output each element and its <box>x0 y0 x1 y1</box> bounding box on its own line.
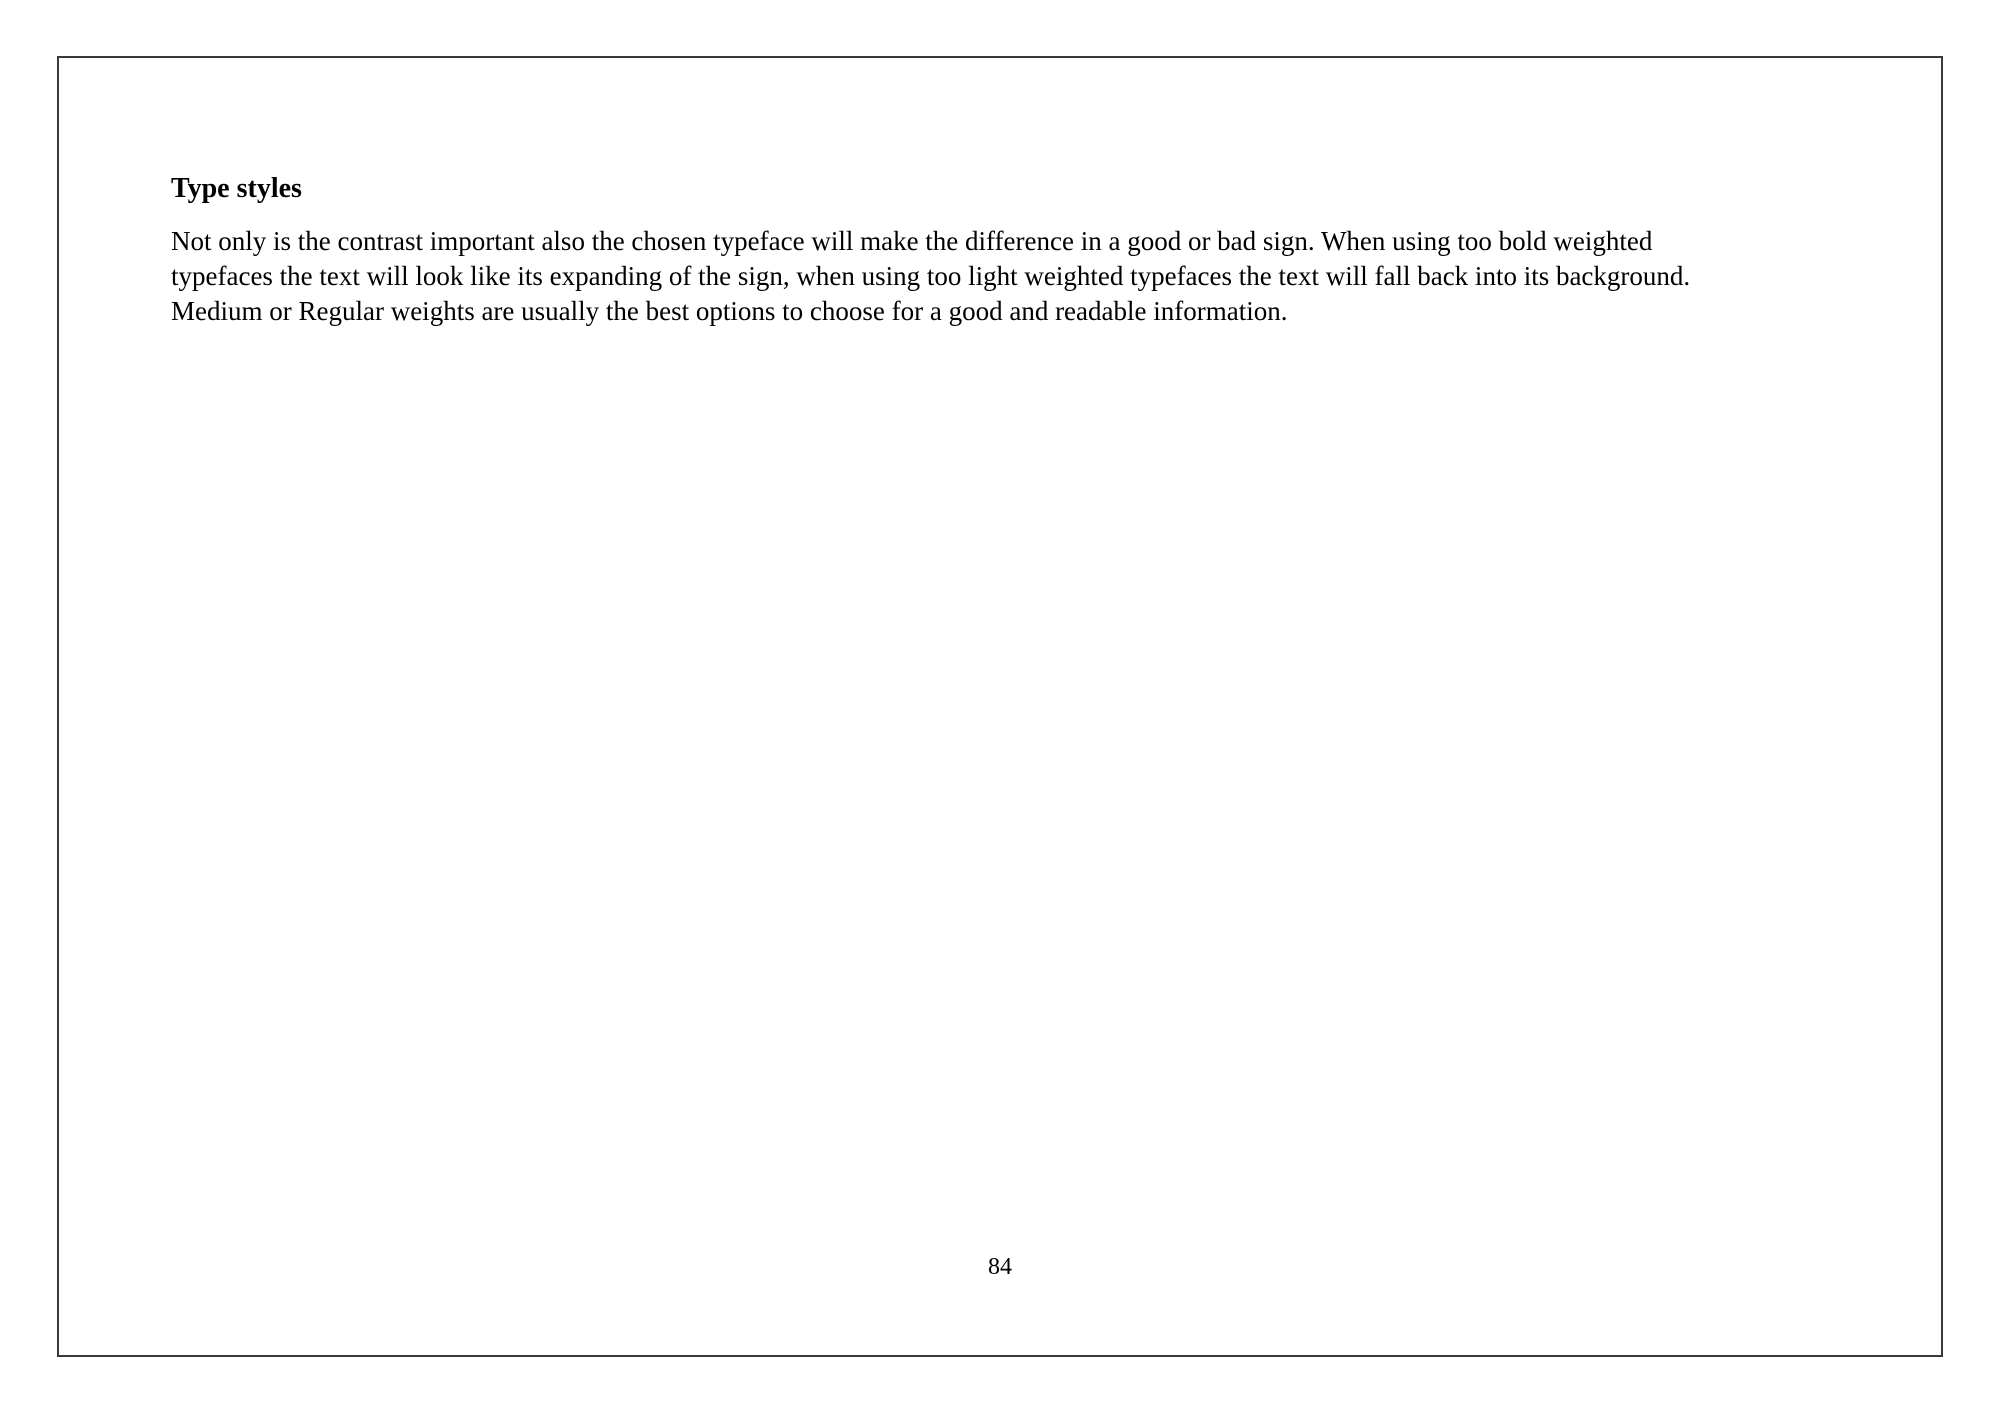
paragraph-line: typefaces the text will look like its expanding of the sign, when using too light weighted typefaces the text will fall back into its background. <box>171 261 1691 291</box>
body-paragraph <box>171 224 1871 329</box>
section-heading: Type styles <box>171 173 302 204</box>
page-number: 84 <box>988 1254 1012 1280</box>
paragraph-line: Medium or Regular weights are usually the best options to choose for a good and readable information. <box>171 296 1288 326</box>
paragraph-line: Not only is the contrast important also the chosen typeface will make the difference in a good or bad sign. When using too bold weighted <box>171 226 1653 256</box>
